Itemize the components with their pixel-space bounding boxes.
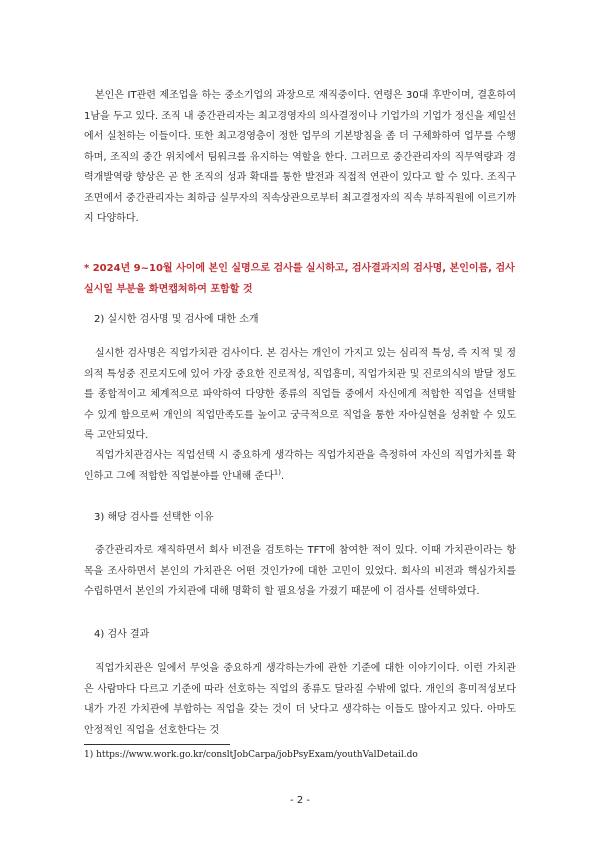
section-2-paragraph-2 (84, 446, 516, 487)
instruction-note: * 2024년 9~10월 사이에 본인 실명으로 검사를 실시하고, 검사결과지의 검사명, 본인이름, 검사실시일 부분을 화면캡쳐하여 포함할 것 (84, 263, 515, 295)
section-4-paragraph: 직업가치관은 일에서 무엇을 중요하게 생각하는가에 관한 기준에 대한 이야기이다. 이런 가치관은 사람마다 다르고 기준에 따라 선호하는 직업의 종류도 달라질 수밖에 없다. 개인의 흥미적성보다 내가 가진 가치관에 부합하는 직업을 갖는 것이 더 낫다고 생각하는 이들도 많아지고 있다. 아마도 안정적인 직업을 선호한다는 것 (84, 663, 516, 736)
intro-paragraph: 본인은 IT관련 제조업을 하는 중소기업의 과장으로 재직중이다. 연령은 30대 후반이며, 결혼하여 1남을 두고 있다. 조직 내 중간관리자는 최고경영자의 의사결정이나 기업가의 기업가 정신을 제일선에서 실천하는 이들이다. 또한 최고경영층이 정한 업무의 기본방침을 좀 더 구체화하여 업무를 수행하며, 조직의 중간 위치에서 팀워크를 유지하는 역할을 한다. 그러므로 중간관리자의 직무역량과 경력개발역량 향상은 곧 한 조직의 성과 확대를 통한 발전과 직접적 연관이 있다고 할 수 있다. 조직구조면에서 중간관리자는 최하급 실무자의 직속상관으로부터 최고결정자의 직속 부하직원에 이르기까지 다양하다. (84, 90, 516, 224)
section-2-heading: 2) 실시한 검사명 및 검사에 대한 소개 (94, 314, 259, 325)
section-4-heading: 4) 검사 결과 (94, 629, 150, 640)
section-3-heading: 3) 해당 검사를 선택한 이유 (94, 512, 214, 523)
footnote-text[interactable]: 1) https://www.work.go.kr/consltJobCarpa/jobPsyExam/youthValDetail.do (84, 750, 418, 760)
section-2-paragraph-1: 실시한 검사명은 직업가치관 검사이다. 본 검사는 개인이 가지고 있는 심리적 특성, 즉 지적 및 정의적 특성중 진로지도에 있어 가장 중요한 진로적성, 직업흥미, 직업가치관 및 진로의식의 발달 정도를 종합적이고 체계적으로 파악하여 다양한 종류의 직업들 중에서 자신에게 적합한 직업을 선택할 수 있게 함으로써 개인의 직업만족도를 높이고 궁극적으로 직업을 통한 자아실현을 성취할 수 있도록 고안되었다. (84, 348, 516, 441)
footnote-divider (84, 744, 230, 745)
section-3-paragraph: 중간관리자로 재직하면서 회사 비전을 검토하는 TFT에 참여한 적이 있다. 이때 가치관이라는 항목을 조사하면서 본인의 가치관은 어떤 것인가?에 대한 고민이 있었다. 회사의 비전과 핵심가치를 수립하면서 본인의 가치관에 대해 명확히 할 필요성을 가졌기 때문에 이 검사를 선택하였다. (84, 545, 516, 597)
page-number: - 2 - (290, 795, 310, 806)
footnote-reference[interactable]: 1) (273, 468, 281, 477)
section-2-paragraph-2-text: 직업가치관검사는 직업선택 시 중요하게 생각하는 직업가치관을 측정하여 자신의 직업가치를 확인하고 그에 적합한 직업분야를 안내해 준다 (84, 450, 516, 482)
section-2-paragraph-2-end: . (280, 470, 285, 482)
